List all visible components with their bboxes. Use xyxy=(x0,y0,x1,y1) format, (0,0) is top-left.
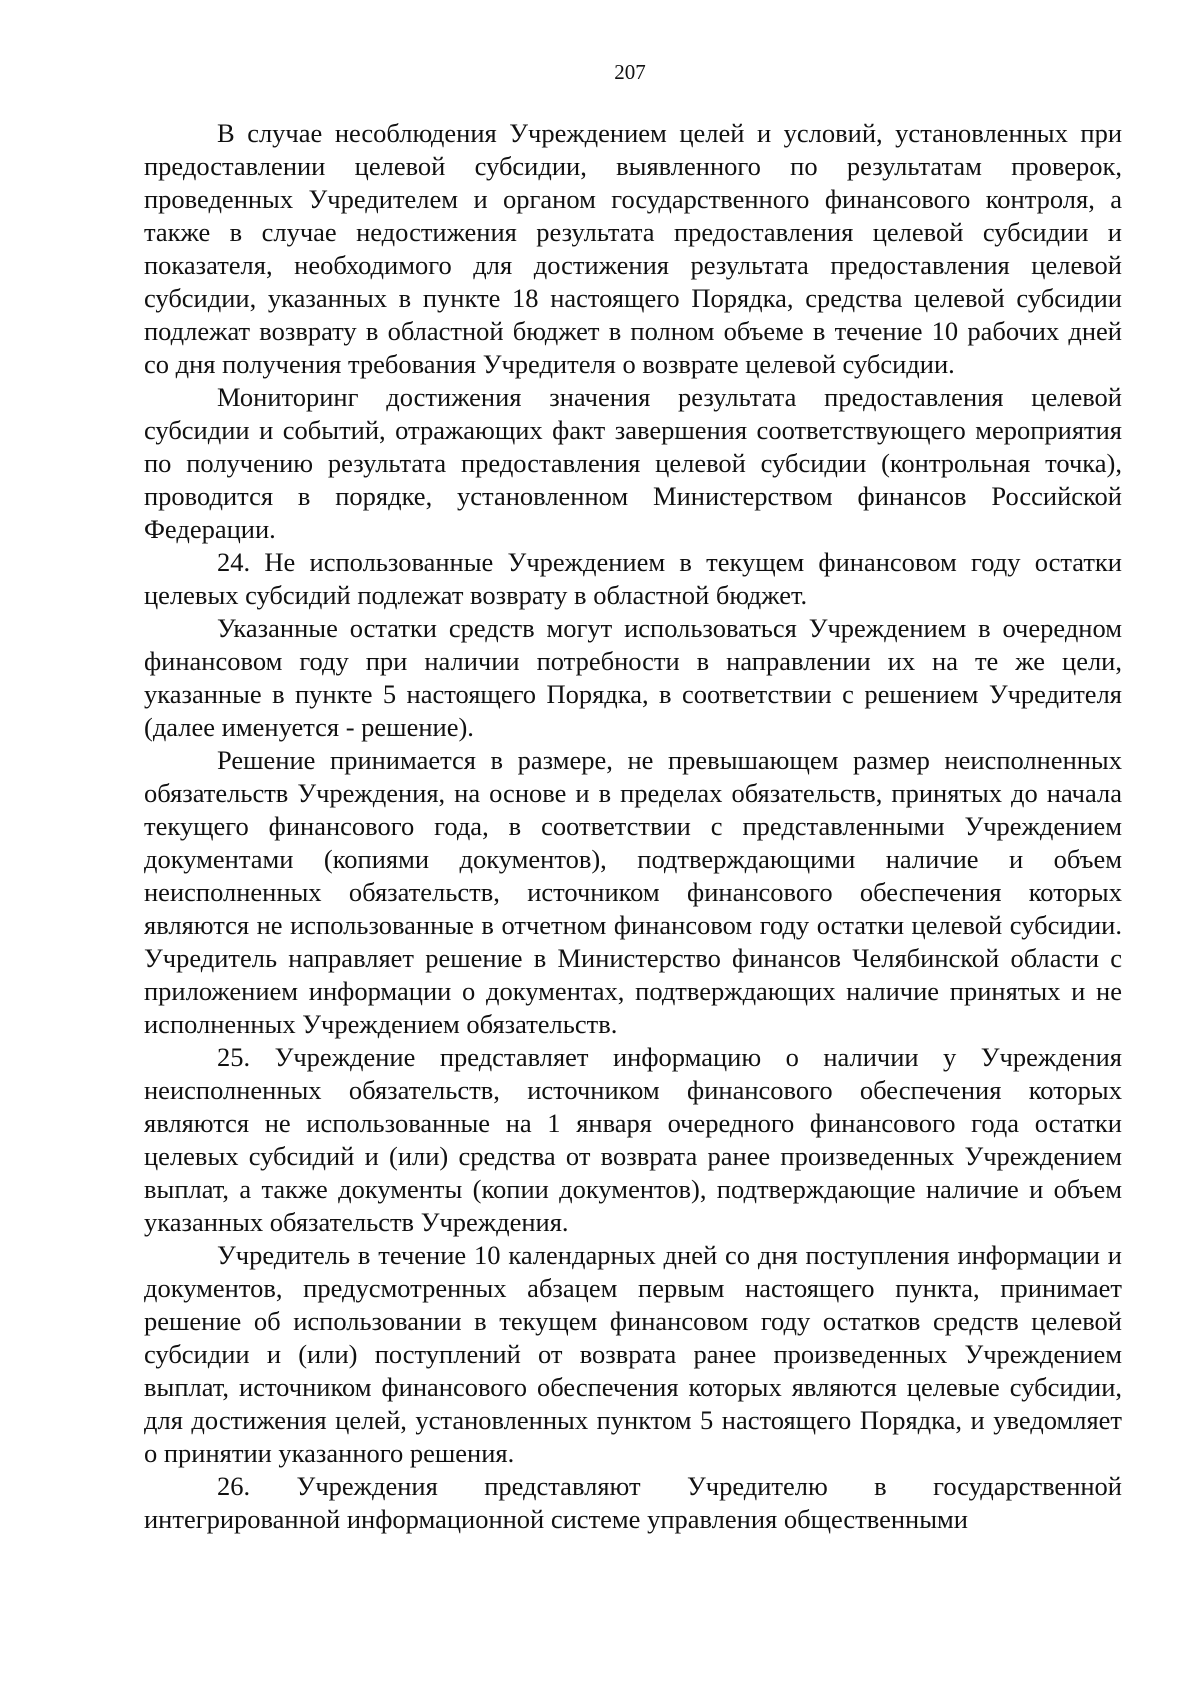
paragraph-item-26: 26. Учреждения представляют Учредителю в государственной интегрированной информационной системе управления общественными xyxy=(144,1471,1122,1534)
paragraph-remaining-funds: Указанные остатки средств могут использоваться Учреждением в очередном финансовом году при наличии потребности в направлении их на те же цели, указанные в пункте 5 настоящего Порядка, в соответствии с решением Учредителя (далее именуется - решение). xyxy=(144,613,1122,742)
paragraph-founder-decision: Учредитель в течение 10 календарных дней со дня поступления информации и документов, предусмотренных абзацем первым настоящего пункта, принимает решение об использовании в текущем финансовом году остатков средств целевой субсидии и (или) поступлений от возврата ранее произведенных Учреждением выплат, источником финансового обеспечения которых являются целевые субсидии, для достижения целей, установленных пунктом 5 настоящего Порядка, и уведомляет о принятии указанного решения. xyxy=(144,1240,1122,1468)
document-body xyxy=(144,117,1122,1536)
paragraph-decision: Решение принимается в размере, не превышающем размер неисполненных обязательств Учреждения, на основе и в пределах обязательств, принятых до начала текущего финансового года, в соответствии с представленными Учреждением документами (копиями документов), подтверждающими наличие и объем неисполненных обязательств, источником финансового обеспечения которых являются не использованные в отчетном финансовом году остатки целевой субсидии. Учредитель направляет решение в Министерство финансов Челябинской области с приложением информации о документах, подтверждающих наличие принятых и не исполненных Учреждением обязательств. xyxy=(144,745,1122,1039)
paragraph-monitoring: Мониторинг достижения значения результата предоставления целевой субсидии и событий, отражающих факт завершения соответствующего мероприятия по получению результата предоставления целевой субсидии (контрольная точка), проводится в порядке, установленном Министерством финансов Российской Федерации. xyxy=(144,382,1122,544)
page-number: 207 xyxy=(614,60,646,84)
paragraph-refund-on-violation: В случае несоблюдения Учреждением целей и условий, установленных при предоставлении целевой субсидии, выявленного по результатам проверок, проведенных Учредителем и органом государственного финансового контроля, а также в случае недостижения результата предоставления целевой субсидии и показателя, необходимого для достижения результата предоставления целевой субсидии, указанных в пункте 18 настоящего Порядка, средства целевой субсидии подлежат возврату в областной бюджет в полном объеме в течение 10 рабочих дней со дня получения требования Учредителя о возврате целевой субсидии. xyxy=(144,118,1122,379)
paragraph-item-25: 25. Учреждение представляет информацию о наличии у Учреждения неисполненных обязательств, источником финансового обеспечения которых являются не использованные на 1 января очередного финансового года остатки целевых субсидий и (или) средства от возврата ранее произведенных Учреждением выплат, а также документы (копии документов), подтверждающие наличие и объем указанных обязательств Учреждения. xyxy=(144,1042,1122,1237)
paragraph-item-24: 24. Не использованные Учреждением в текущем финансовом году остатки целевых субсидий подлежат возврату в областной бюджет. xyxy=(144,547,1122,610)
